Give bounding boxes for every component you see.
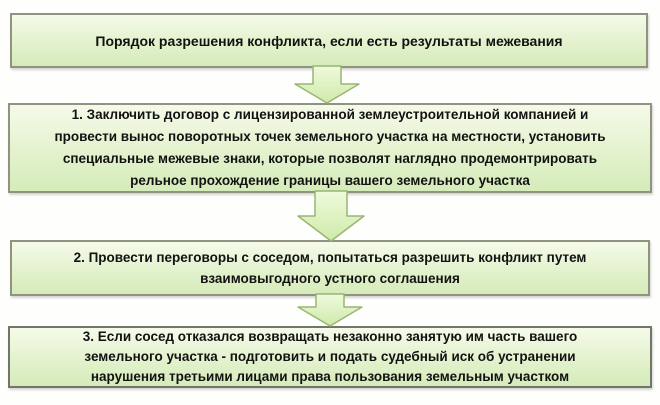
down-arrow-icon <box>297 293 363 327</box>
step-3-box <box>8 326 652 388</box>
step-1-box <box>8 103 652 193</box>
step-3-text: 3. Если сосед отказался возвращать незаконно занятую им часть вашего земельного участка - подготовить и подать судебный иск об устранении нарушения третьими лицами права пользования земельным участком <box>82 329 578 384</box>
title-text: Порядок разрешения конфликта, если есть результаты межевания <box>95 32 563 49</box>
step-2-text: 2. Провести переговоры с соседом, попытаться разрешить конфликт путем взаимовыгодного устного соглашения <box>73 250 587 286</box>
step-2-box <box>10 240 650 296</box>
title-box <box>10 13 648 68</box>
down-arrow-icon <box>297 190 365 242</box>
down-arrow-icon <box>294 65 360 104</box>
step-1-text: 1. Заключить договор с лицензированной землеустроительной компанией и провести вынос поворотных точек земельного участка на местности, установить специальные межевые знаки, которые позволят наглядно продемонтрировать рельное прохождение границы вашего земельного участка <box>54 107 606 188</box>
